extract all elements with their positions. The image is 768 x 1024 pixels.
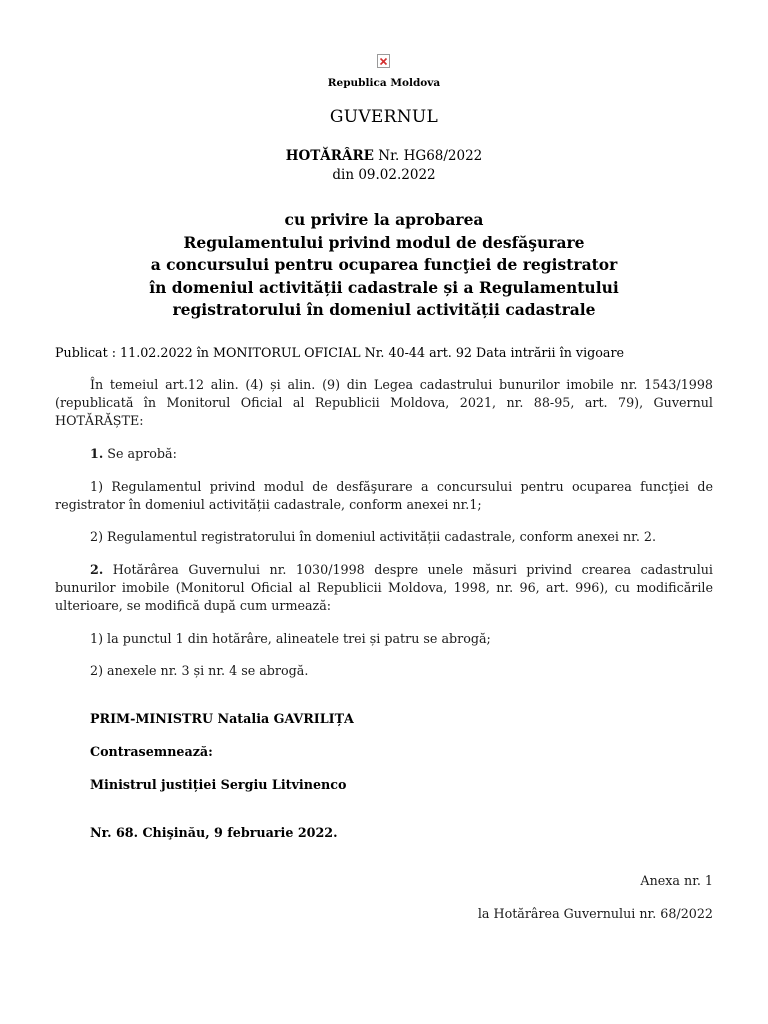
point-2-text: Hotărârea Guvernului nr. 1030/1998 despre unele măsuri privind crearea cadastrului bunurilor imobile (Monitorul Oficial al Republicii Moldova, 1998, nr. 96, art. 996), cu modificările ulterioare, se modifică după cum urmează:: [55, 562, 713, 613]
closing-line: Nr. 68. Chişinău, 9 februarie 2022.: [90, 825, 338, 840]
broken-image-icon: [377, 54, 390, 68]
doc-number: Nr. HG68/2022: [378, 148, 483, 164]
decision-heading: [0, 147, 768, 185]
country-name: Republica Moldova: [327, 77, 441, 89]
point-2-item-1: 1) la punctul 1 din hotărâre, alineatele trei și patru se abrogă;: [90, 631, 491, 646]
point-1-number: 1.: [90, 446, 104, 461]
title-line: în domeniul activității cadastrale și a Regulamentului: [149, 277, 619, 297]
point-1-item-2: 2) Regulamentul registratorului în domeniul activității cadastrale, conform anexei nr. 2.: [90, 529, 657, 544]
annex-reference: la Hotărârea Guvernului nr. 68/2022: [477, 906, 713, 921]
annex-label: Anexa nr. 1: [640, 873, 713, 888]
prime-minister-signature: PRIM-MINISTRU Natalia GAVRILIȚA: [90, 711, 354, 726]
publication-info: Publicat : 11.02.2022 în MONITORUL OFICIAL Nr. 40-44 art. 92 Data intrării în vigoare: [55, 345, 625, 360]
document-title: [0, 209, 768, 322]
point-1-item-1: 1) Regulamentul privind modul de desfăşurare a concursului pentru ocuparea funcţiei de registrator în domeniul activității cadastrale, conform anexei nr.1;: [55, 479, 713, 512]
point-1-text: Se aprobă:: [103, 446, 177, 461]
institution-name: GUVERNUL: [329, 107, 439, 127]
minister-signature: Ministrul justiției Sergiu Litvinenco: [90, 777, 347, 792]
point-2: [55, 561, 713, 615]
countersign-label: Contrasemnează:: [90, 744, 213, 759]
doc-type: HOTĂRÂRE: [285, 148, 374, 164]
preamble: În temeiul art.12 alin. (4) și alin. (9) din Legea cadastrului bunurilor imobile nr. 1543/1998 (republicată în Monitorul Oficial al Republicii Moldova, 2021, nr. 88-95, art. 79), Guvernul HOTĂRĂȘTE:: [55, 377, 713, 428]
title-line: cu privire la aprobarea: [284, 210, 484, 229]
doc-date: din 09.02.2022: [332, 167, 436, 183]
point-2-item-2: 2) anexele nr. 3 și nr. 4 se abrogă.: [90, 663, 309, 678]
title-line: Regulamentului privind modul de desfăşurare: [183, 232, 585, 252]
title-line: a concursului pentru ocuparea funcţiei de registrator: [150, 255, 618, 274]
point-1: [55, 445, 748, 463]
point-2-number: 2.: [90, 562, 104, 577]
title-line: registratorului în domeniul activității cadastrale: [172, 300, 596, 319]
